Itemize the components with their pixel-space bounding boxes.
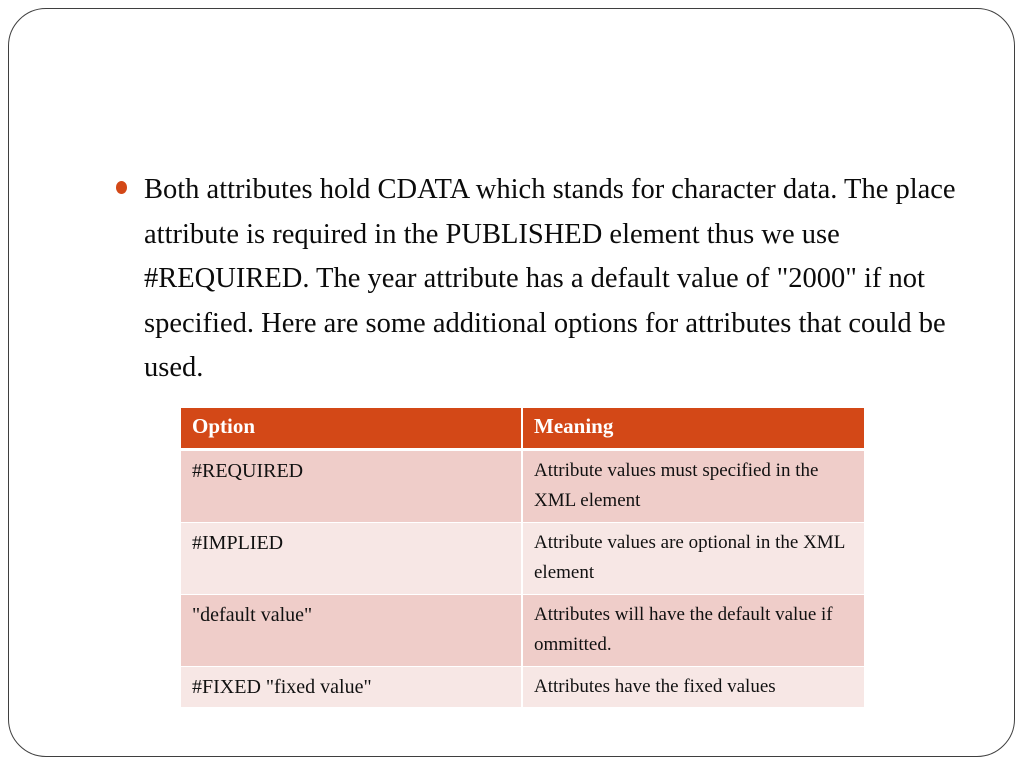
meaning-cell: Attributes have the fixed values	[522, 666, 864, 708]
meaning-cell: Attribute values are optional in the XML element	[522, 522, 864, 594]
table-header-row	[181, 408, 864, 449]
table-row	[181, 666, 864, 708]
option-cell: "default value"	[181, 594, 522, 666]
header-meaning: Meaning	[522, 408, 864, 449]
bullet-text: Both attributes hold CDATA which stands for character data. The place attribute is required in the PUBLISHED element thus we use #REQUIRED. The year attribute has a default value of "2000" if not specified. Here are some additional options for attributes that could be used.	[144, 174, 956, 384]
option-cell: #REQUIRED	[181, 449, 522, 522]
bullet-paragraph	[116, 168, 956, 391]
table-row	[181, 594, 864, 666]
table-row	[181, 449, 864, 522]
meaning-cell: Attribute values must specified in the XML element	[522, 449, 864, 522]
attribute-options-table	[181, 408, 864, 708]
table-row	[181, 522, 864, 594]
bullet-dot-icon	[116, 181, 127, 194]
option-cell: #IMPLIED	[181, 522, 522, 594]
option-cell: #FIXED "fixed value"	[181, 666, 522, 708]
header-option: Option	[181, 408, 522, 449]
meaning-cell: Attributes will have the default value if ommitted.	[522, 594, 864, 666]
